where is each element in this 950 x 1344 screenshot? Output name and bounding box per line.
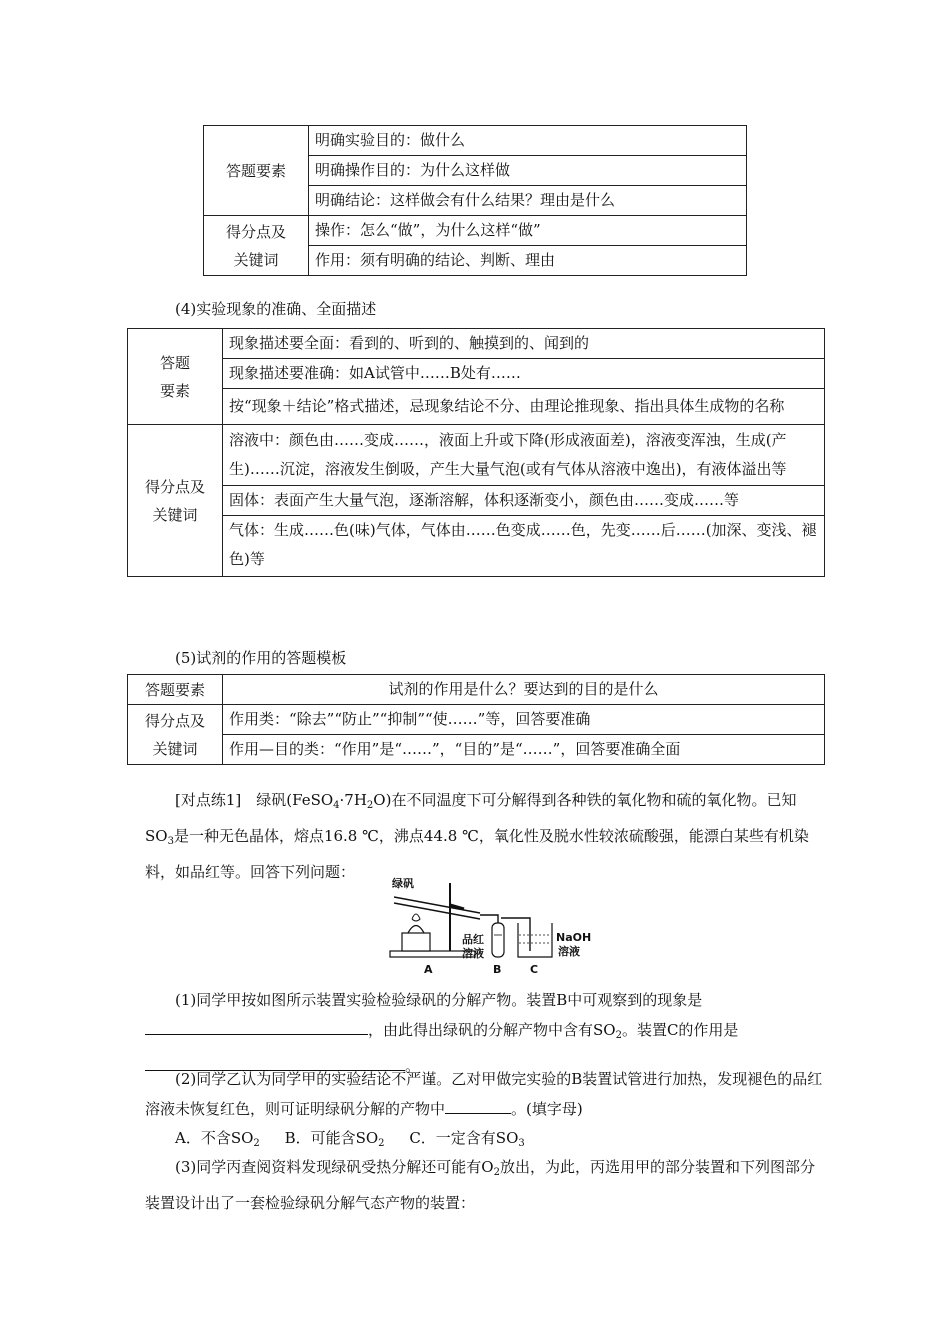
question-2: (2)同学乙认为同学甲的实验结论不严谨。乙对甲做完实验的B装置试管进行加热，发现褪色的品红溶液未恢复红色，则可证明绿矾分解的产物中 。(填字母) — [145, 1070, 823, 1118]
req-header: 答题要素 — [128, 675, 223, 705]
table-cell: 作用：须有明确的结论、判断、理由 — [309, 246, 747, 276]
answer-blank[interactable] — [145, 1016, 270, 1035]
table-cell: 作用—目的类：“作用”是“……”，“目的”是“……”，回答要准确全面 — [223, 735, 825, 765]
option-b: B．可能含$SO_2$ — [284, 1129, 385, 1149]
answer-blank[interactable] — [445, 1095, 511, 1114]
answer-table-2 — [127, 328, 825, 577]
table-cell: 气体：生成……色(味)气体，气体由……色变成……色，先变……后……(加深、变浅、褪色)等 — [223, 516, 825, 577]
key-header: 得分点及 关键词 — [128, 425, 223, 577]
label-a: A — [424, 963, 433, 976]
question-1: (1)同学甲按如图所示装置实验检验绿矾的分解产物。装置B中可观察到的现象是，由此得出绿矾的分解产物中含有$SO_2$。装置C的作用是。 — [145, 985, 825, 1081]
label-pinhong-solution: 溶液 — [462, 947, 484, 960]
req-header: 答题 要素 — [128, 329, 223, 425]
answer-blank[interactable] — [270, 1016, 368, 1035]
question-3: (3)同学丙查阅资料发现绿矾受热分解还可能有$O_2$放出，为此，丙选用甲的部分装置和下列图部分装置设计出了一套检验绿矾分解气态产物的装置： — [145, 1158, 815, 1212]
key-header: 得分点及 关键词 — [204, 216, 309, 276]
section-heading-5: (5)试剂的作用的答题模板 — [175, 649, 347, 667]
table-cell: 按“现象＋结论”格式描述，忌现象结论不分、由理论推现象、指出具体生成物的名称 — [223, 389, 825, 425]
label-b: B — [493, 963, 502, 976]
table-cell: 作用类：“除去”“防止”“抑制”“使……”等，回答要准确 — [223, 705, 825, 735]
key-header: 得分点及 关键词 — [128, 705, 223, 765]
apparatus-figure — [380, 873, 600, 983]
table-cell: 操作：怎么“做”，为什么这样“做” — [309, 216, 747, 246]
option-a: A．不含$SO_2$ — [175, 1129, 260, 1149]
req-header: 答题要素 — [204, 126, 309, 216]
table-cell: 现象描述要全面：看到的、听到的、触摸到的、闻到的 — [223, 329, 825, 359]
answer-table-3 — [127, 674, 825, 765]
label-lvfan: 绿矾 — [392, 877, 414, 890]
label-naoh: NaOH — [556, 931, 592, 944]
table-cell: 固体：表面产生大量气泡，逐渐溶解，体积逐渐变小，颜色由……变成……等 — [223, 486, 825, 516]
practice-intro: [对点练1] 绿矾$(FeSO_4\cdot 7H_2O)$在不同温度下可分解得到各种铁的氧化物和硫的氧化物。已知$SO_3$是一种无色晶体，熔点16.8 ℃，沸点44.8 ℃，氧化性及脱水性较浓硫酸强，能漂白某些有机染料，如品红等。回答下列问题： — [145, 791, 809, 881]
table-cell: 明确实验目的：做什么 — [309, 126, 747, 156]
label-pinhong: 品红 — [462, 933, 484, 946]
answer-table-1 — [203, 125, 747, 276]
table-cell: 现象描述要准确：如A试管中……B处有…… — [223, 359, 825, 389]
section-heading-4: (4)实验现象的准确、全面描述 — [175, 300, 377, 318]
label-naoh-solution: 溶液 — [558, 945, 580, 958]
table-cell: 溶液中：颜色由……变成……，液面上升或下降(形成液面差)，溶液变浑浊，生成(产生)……沉淀，溶液发生倒吸，产生大量气泡(或有气体从溶液中逸出)，有液体溢出等 — [223, 425, 825, 486]
table-cell: 明确结论：这样做会有什么结果？理由是什么 — [309, 186, 747, 216]
option-c: C．一定含有$SO_3$ — [409, 1129, 525, 1149]
label-c: C — [530, 963, 539, 976]
table-cell: 试剂的作用是什么？要达到的目的是什么 — [223, 675, 825, 705]
table-cell: 明确操作目的：为什么这样做 — [309, 156, 747, 186]
